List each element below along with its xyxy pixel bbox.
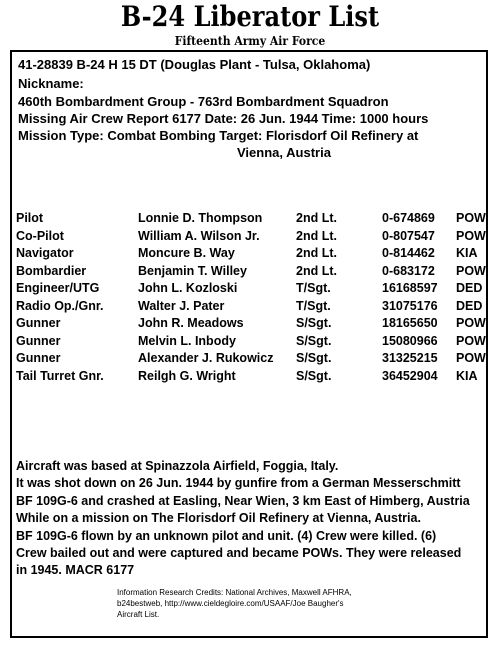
crew-name: Walter J. Pater (138, 298, 225, 313)
crew-rank: T/Sgt. (296, 281, 331, 295)
crew-role: Bombardier (16, 263, 87, 278)
crew-serial: 0-683172 (382, 263, 435, 278)
crew-serial: 31325215 (382, 351, 438, 365)
crew-rank: S/Sgt. (296, 351, 332, 365)
crew-name: John R. Meadows (138, 316, 244, 330)
narrative-text (16, 458, 492, 580)
crew-name: John L. Kozloski (138, 281, 238, 295)
crew-status: KIA (456, 368, 478, 383)
nickname-line: Nickname: (18, 76, 84, 91)
narrative-line: BF 109G-6 flown by an unknown pilot and unit. (4) Crew were killed. (6) (16, 528, 437, 543)
crew-status: POW (456, 228, 486, 243)
crew-role: Radio Op./Gnr. (16, 298, 104, 313)
crew-rank: S/Sgt. (296, 333, 332, 348)
aircraft-serial-line: 41-28839 B-24 H 15 DT (Douglas Plant - Tulsa, Oklahoma) (18, 57, 371, 72)
group-squadron-line: 460th Bombardment Group - 763rd Bombardment Squadron (18, 94, 389, 109)
crew-name: Lonnie D. Thompson (138, 211, 263, 225)
crew-role: Gunner (16, 316, 61, 330)
crew-serial: 0-807547 (382, 228, 435, 243)
macr-date-line: Missing Air Crew Report 6177 Date: 26 Jun. 1944 Time: 1000 hours (18, 111, 429, 126)
table-row (16, 280, 486, 298)
credits-line: Aircraft List. (117, 610, 160, 619)
table-row (16, 210, 486, 228)
research-credits (117, 587, 397, 620)
crew-name: Moncure B. Way (138, 246, 235, 260)
crew-status: DED (456, 298, 483, 313)
table-row (16, 245, 486, 263)
crew-role: Gunner (16, 333, 61, 348)
crew-status: POW (456, 351, 486, 365)
table-row (16, 368, 486, 386)
credits-line: Information Research Credits: National Archives, Maxwell AFHRA, (117, 588, 352, 597)
crew-role: Tail Turret Gnr. (16, 368, 104, 383)
narrative-line: Crew bailed out and were captured and became POWs. They were released (16, 546, 462, 561)
table-row (16, 315, 486, 333)
crew-role: Gunner (16, 351, 61, 365)
narrative-line: in 1945. MACR 6177 (16, 563, 135, 578)
crew-rank: 2nd Lt. (296, 211, 337, 225)
crew-name: William A. Wilson Jr. (138, 228, 260, 243)
narrative-line: While on a mission on The Florisdorf Oil Refinery at Vienna, Austria. (16, 511, 421, 526)
crew-serial: 18165650 (382, 316, 438, 330)
credits-line: b24bestweb, http://www.cieldegloire.com/USAAF/Joe Baugher's (117, 599, 344, 608)
crew-table (16, 210, 486, 385)
crew-role: Pilot (16, 211, 44, 225)
crew-status: POW (456, 316, 486, 330)
page-subtitle: Fifteenth Army Air Force (174, 34, 326, 48)
crew-rank: 2nd Lt. (296, 246, 337, 260)
crew-serial: 31075176 (382, 298, 438, 313)
crew-serial: 16168597 (382, 281, 438, 295)
crew-role: Navigator (16, 246, 74, 260)
crew-serial: 36452904 (382, 368, 438, 383)
crew-status: KIA (456, 246, 478, 260)
crew-serial: 0-674869 (382, 211, 435, 225)
table-row (16, 350, 486, 368)
table-row (16, 263, 486, 281)
table-row (16, 228, 486, 246)
crew-serial: 15080966 (382, 333, 438, 348)
page-title: B-24 Liberator List (120, 0, 380, 33)
table-row (16, 298, 486, 316)
crew-name: Alexander J. Rukowicz (138, 351, 274, 365)
mission-target-line: Mission Type: Combat Bombing Target: Florisdorf Oil Refinery at (18, 128, 419, 143)
crew-rank: 2nd Lt. (296, 228, 337, 243)
crew-rank: 2nd Lt. (296, 263, 337, 278)
target-location-line: Vienna, Austria (237, 145, 331, 160)
narrative-line: BF 109G-6 and crashed at Easling, Near Wien, 3 km East of Himberg, Austria (16, 493, 470, 508)
crew-role: Engineer/UTG (16, 281, 100, 295)
table-row (16, 333, 486, 351)
crew-role: Co-Pilot (16, 228, 64, 243)
crew-name: Benjamin T. Willey (138, 263, 247, 278)
crew-rank: S/Sgt. (296, 316, 332, 330)
crew-rank: T/Sgt. (296, 298, 331, 313)
crew-status: DED (456, 281, 483, 295)
crew-serial: 0-814462 (382, 246, 435, 260)
crew-name: Melvin L. Inbody (138, 333, 236, 348)
crew-name: Reilgh G. Wright (138, 368, 236, 383)
narrative-line: It was shot down on 26 Jun. 1944 by gunfire from a German Messerschmitt (16, 476, 461, 491)
crew-rank: S/Sgt. (296, 368, 332, 383)
crew-status: POW (456, 263, 486, 278)
crew-status: POW (456, 211, 486, 225)
narrative-line: Aircraft was based at Spinazzola Airfield, Foggia, Italy. (16, 459, 339, 473)
crew-status: POW (456, 333, 486, 348)
